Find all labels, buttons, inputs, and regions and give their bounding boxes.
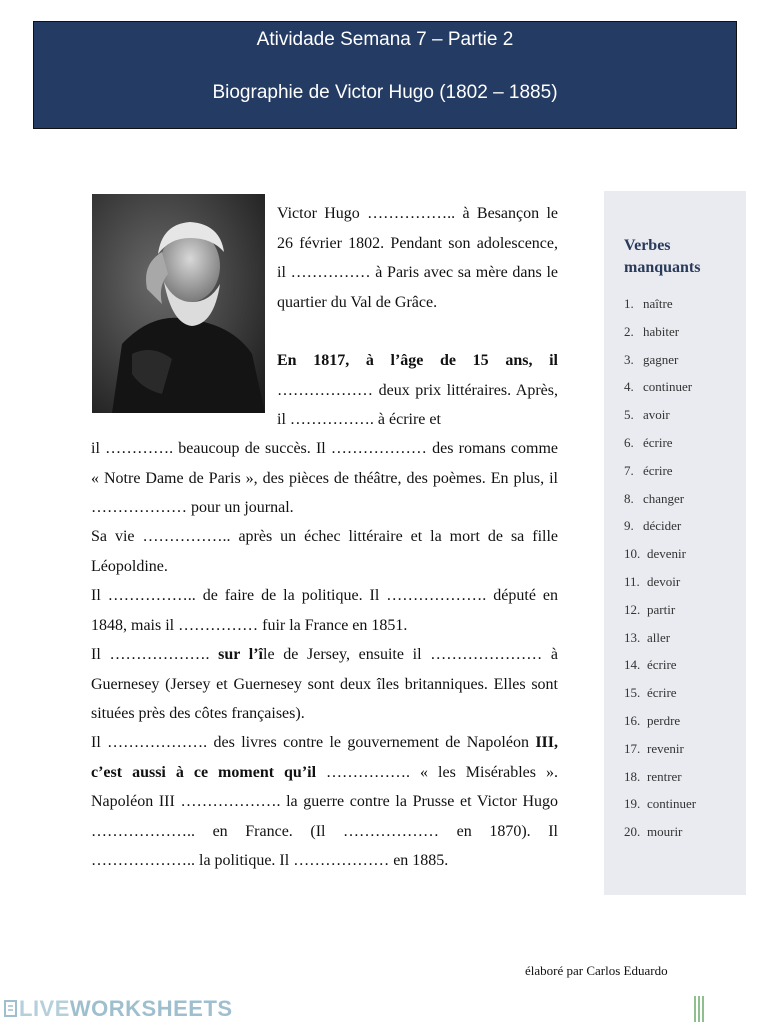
- verb-number: 20.: [624, 824, 641, 840]
- paragraph-1: Victor Hugo …………….. à Besançon le 26 février 1802. Pendant son adolescence, il …………… à Paris avec sa mère dans le quartier du Val de Grâce.: [277, 205, 558, 311]
- verb-text: continuer: [647, 796, 697, 812]
- verb-text: écrire: [643, 462, 673, 478]
- paragraph-6-start: Il ……………….: [91, 646, 210, 663]
- paragraph-2: [277, 346, 558, 435]
- verb-number: 5.: [624, 407, 634, 423]
- verb-number: 9.: [624, 518, 634, 534]
- paragraph-6: [91, 640, 558, 729]
- verb-number: 10.: [624, 546, 641, 562]
- verb-text: avoir: [643, 407, 670, 423]
- logo-text-worksheets: WORKSHEETS: [69, 996, 233, 1021]
- verb-number: 8.: [624, 490, 634, 506]
- verb-text: écrire: [647, 657, 677, 673]
- verb-number: 6.: [624, 434, 634, 450]
- verb-item: [624, 401, 696, 429]
- verb-item: [624, 346, 696, 374]
- title-line-2: Biographie de Victor Hugo (1802 – 1885): [212, 82, 558, 103]
- verb-text: gagner: [643, 351, 679, 367]
- verb-item: [624, 679, 696, 707]
- verb-number: 11.: [624, 573, 640, 589]
- verb-item: [624, 735, 696, 763]
- verb-text: décider: [643, 518, 682, 534]
- verb-number: 1.: [624, 296, 634, 311]
- paragraph-2-rest: ……………… deux prix littéraires. Après, il ……………. à écrire et: [277, 381, 558, 428]
- verb-number: 14.: [624, 657, 641, 673]
- verb-text: perdre: [647, 712, 681, 728]
- verb-item: [624, 540, 696, 568]
- verb-item: [624, 457, 696, 485]
- verb-text: devoir: [647, 573, 681, 589]
- title-line-1: Atividade Semana 7 – Partie 2: [256, 29, 514, 50]
- verb-text: changer: [643, 490, 685, 506]
- verb-text: aller: [647, 629, 671, 645]
- verb-number: 16.: [624, 712, 641, 728]
- verb-item: [624, 763, 696, 791]
- liveworksheets-logo[interactable]: [4, 996, 233, 1022]
- verb-number: 17.: [624, 740, 641, 756]
- paragraph-5: Il …………….. de faire de la politique. Il ………………. député en 1848, mais il …………… fuir la France en 1851.: [91, 587, 558, 634]
- page-marker-icon: [694, 996, 704, 1022]
- paragraph-4: Sa vie …………….. après un échec littéraire et la mort de sa fille Léopoldine.: [91, 528, 558, 575]
- verb-item: [624, 373, 696, 401]
- verb-text: écrire: [647, 685, 677, 701]
- title-banner: [33, 21, 737, 129]
- verb-number: 7.: [624, 462, 634, 478]
- verb-item: [624, 512, 696, 540]
- paragraph-7: [91, 728, 558, 876]
- verb-item: [624, 624, 696, 652]
- verb-item: [624, 485, 696, 513]
- verb-item: [624, 818, 696, 846]
- verb-text: continuer: [643, 379, 693, 395]
- missing-verbs-list: [624, 290, 696, 846]
- verb-number: 12.: [624, 601, 641, 617]
- paragraph-3: il …………. beaucoup de succès. Il ……………… des romans comme « Notre Dame de Paris », des pièces de théâtre, des poèmes. En plus, il ……………… pour un journal.: [91, 440, 558, 516]
- verb-number: 13.: [624, 629, 641, 645]
- verb-item: [624, 596, 696, 624]
- verb-text: naître: [643, 296, 673, 311]
- verb-text: devenir: [647, 546, 686, 562]
- verb-item: [624, 290, 696, 318]
- verb-text: rentrer: [647, 768, 682, 784]
- verb-item: [624, 790, 696, 818]
- victor-hugo-portrait: [92, 194, 265, 413]
- verb-item: [624, 429, 696, 457]
- paragraph-2-bold: En 1817, à l’âge de 15 ans, il: [277, 352, 558, 369]
- verb-item: [624, 568, 696, 596]
- verb-text: revenir: [647, 740, 684, 756]
- verb-number: 3.: [624, 351, 634, 367]
- verb-item: [624, 651, 696, 679]
- paragraph-7-rest: ……………. « les Misérables ». Napoléon III ………………. la guerre contre la Prusse et Victor Hugo ……………….. en France. (Il ……………… en 1870). Il ……………….. la politique. Il ……………… en 1885.: [91, 763, 558, 869]
- paragraph-6-rest: le de Jersey, ensuite il ………………… à Guernesey (Jersey et Guernesey sont deux îles britanniques. Elles sont situées près des côtes françaises).: [91, 646, 559, 722]
- verb-number: 15.: [624, 685, 641, 701]
- verb-number: 18.: [624, 768, 641, 784]
- verb-text: habiter: [643, 323, 680, 339]
- author-credit: élaboré par Carlos Eduardo: [525, 963, 668, 978]
- paragraph-7-bold: III, c’est aussi à ce moment qu’il: [91, 734, 559, 781]
- verb-number: 19.: [624, 796, 641, 812]
- verb-item: [624, 707, 696, 735]
- missing-verbs-title: Verbes manquants: [624, 237, 701, 276]
- verb-text: écrire: [643, 434, 673, 450]
- paragraph-6-bold: sur l’î: [218, 646, 263, 663]
- verb-number: 2.: [624, 323, 634, 339]
- verb-text: partir: [647, 601, 676, 617]
- verb-text: mourir: [647, 824, 683, 840]
- paragraph-7-start: Il ………………. des livres contre le gouvernement de Napoléon: [91, 734, 529, 751]
- verb-item: [624, 318, 696, 346]
- verb-number: 4.: [624, 379, 634, 395]
- liveworksheets-logo-icon: [4, 998, 18, 1016]
- missing-verbs-panel: [604, 191, 746, 895]
- logo-text-live: LIVE: [19, 996, 70, 1021]
